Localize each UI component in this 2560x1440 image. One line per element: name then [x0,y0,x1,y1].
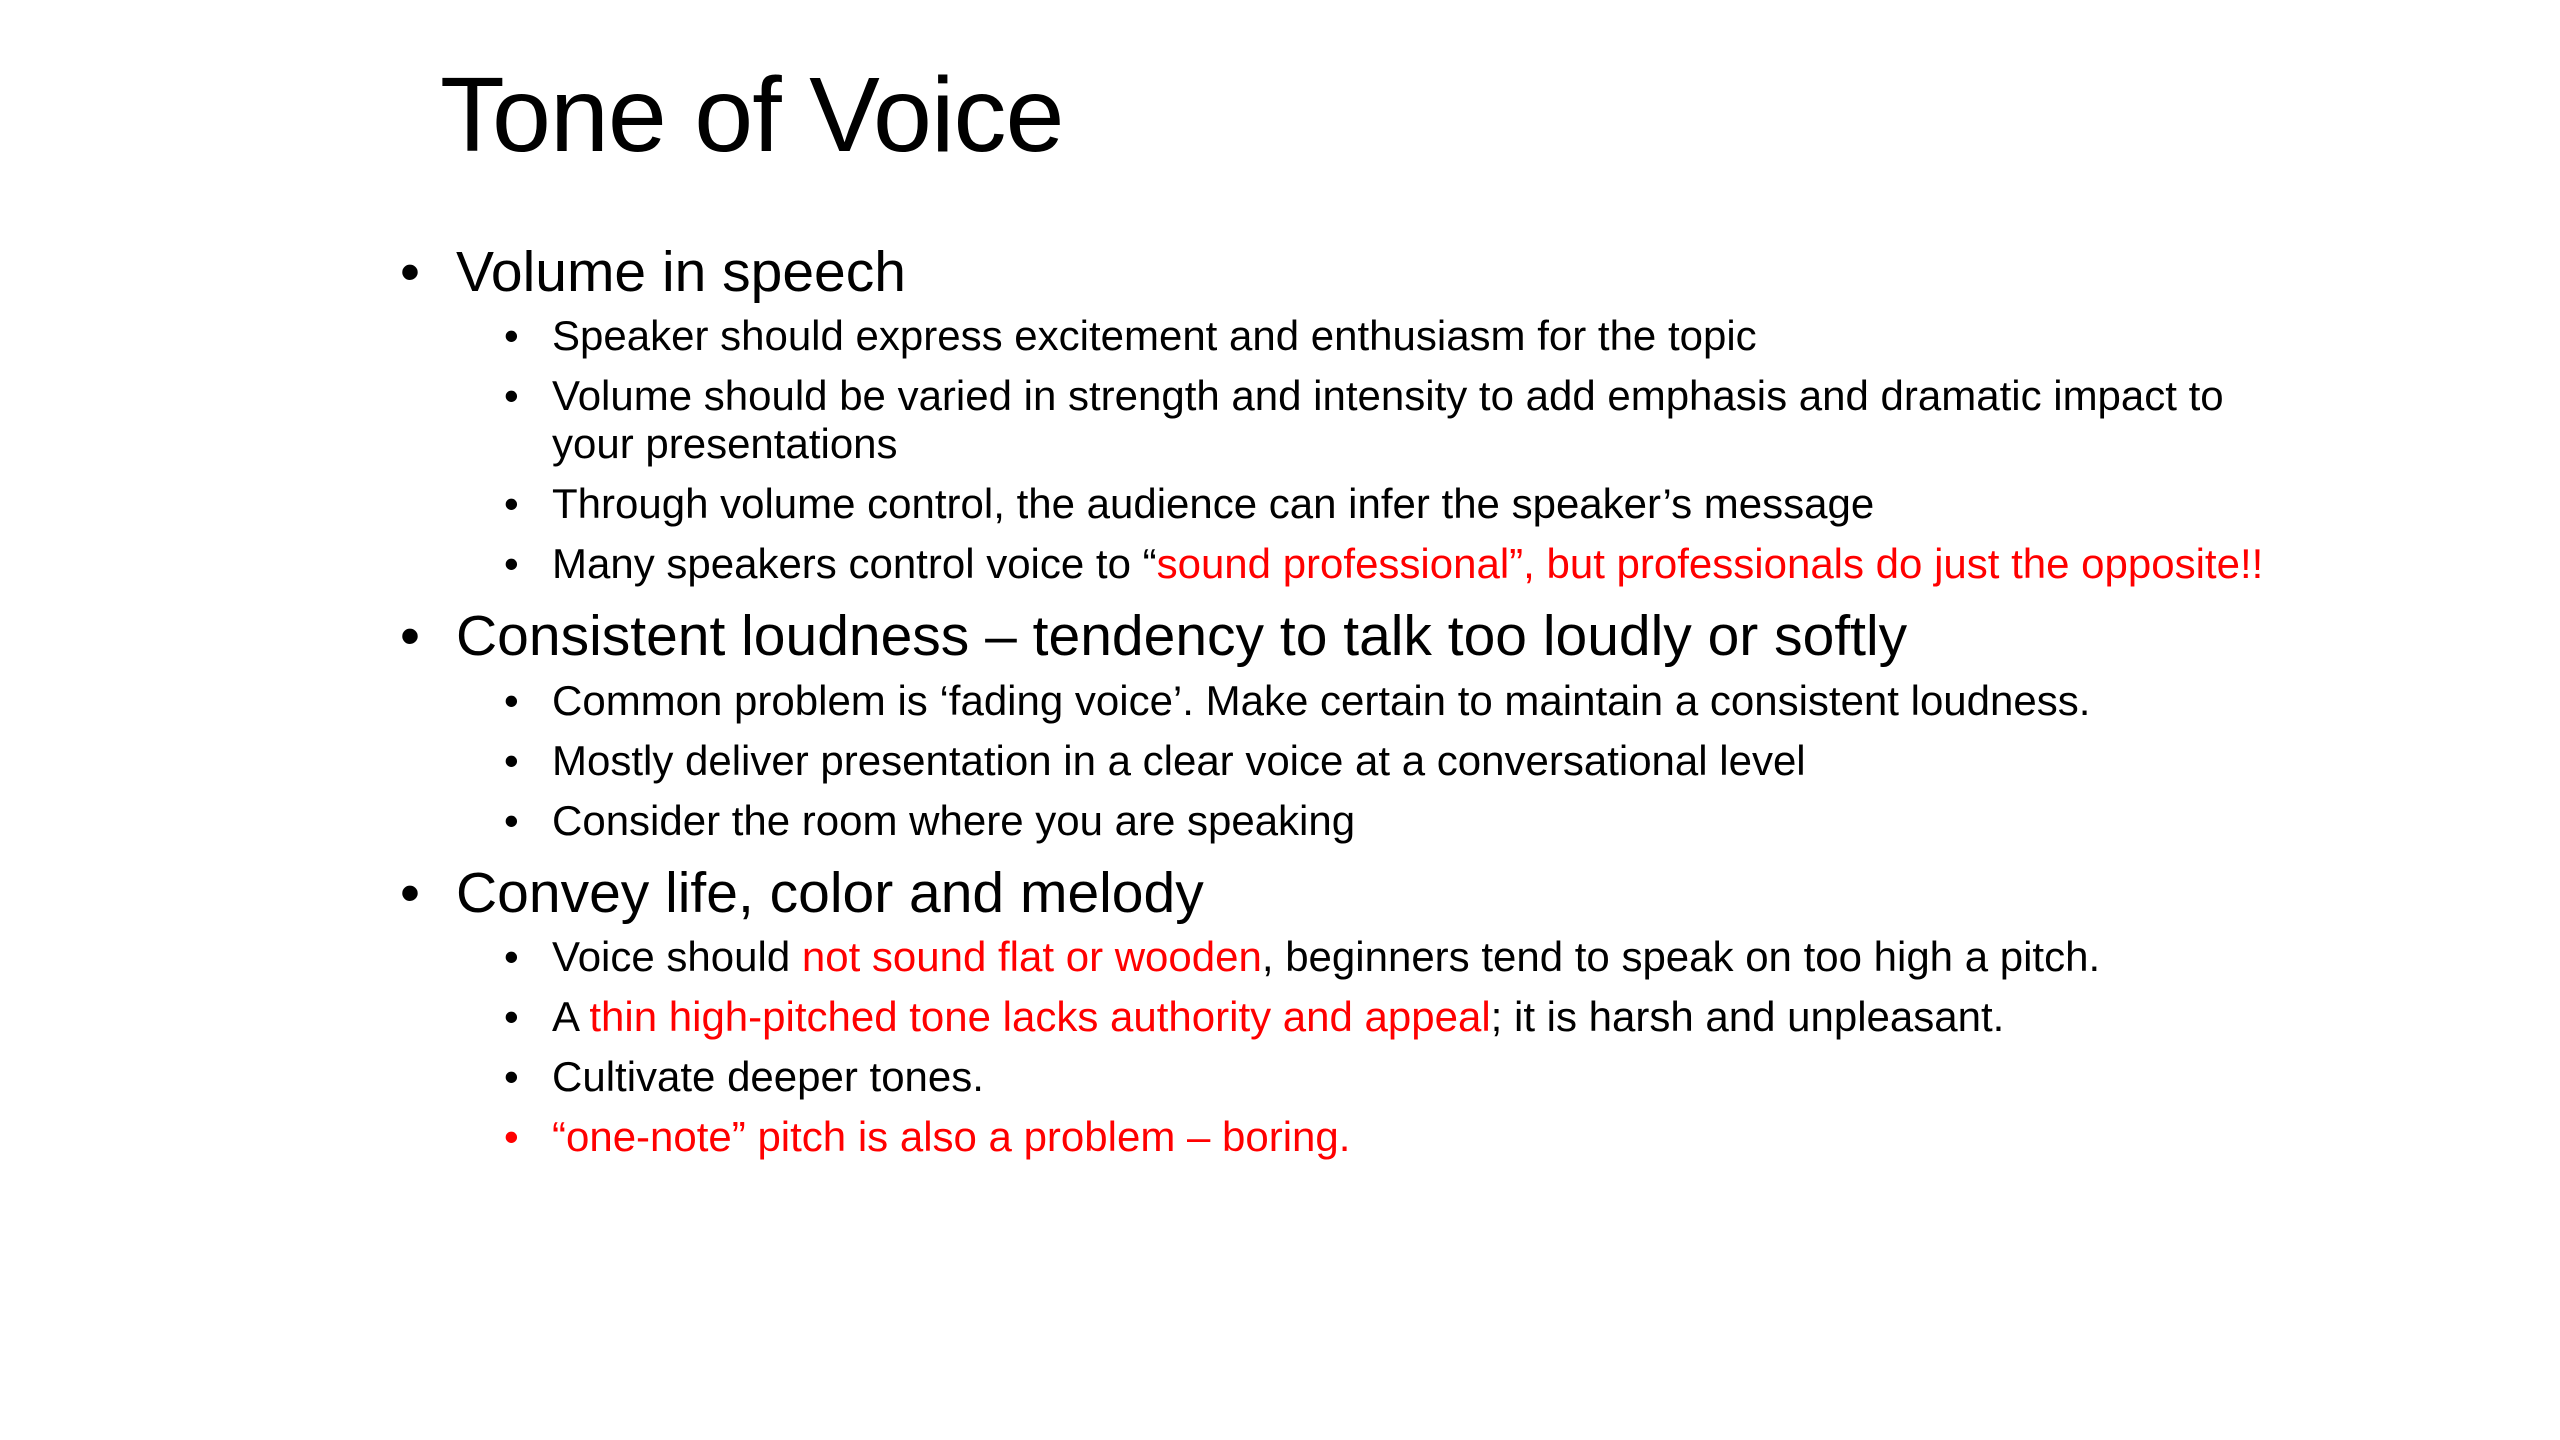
bullet-dot: • [400,240,420,304]
sub-bullet-highlight: not sound flat or wooden [801,933,1262,981]
slide-title: Tone of Voice [440,56,1064,174]
sub-bullet [400,933,2280,981]
sub-bullet [400,540,2280,588]
bullet-dot: • [504,796,519,844]
bullet-heading: Convey life, color and melody [456,860,1204,925]
sub-bullet-text: Mostly deliver presentation in a clear voice at a conversational level [552,736,1806,784]
bullet-dot: • [400,604,420,669]
sub-bullet-list [400,312,2280,588]
sub-bullet-text: Volume should be varied in strength and intensity to add emphasis and dramatic impact to your presentations [552,372,2224,468]
sub-bullet-text: Common problem is ‘fading voice’. Make certain to maintain a consistent loudness. [552,676,2091,724]
bullet-dot: • [504,736,519,784]
bullet-dot: • [504,312,519,360]
sub-bullet [400,1113,2280,1161]
sub-bullet [400,372,2280,468]
sub-bullet-highlight: thin high-pitched tone lacks authority and appeal [589,993,1491,1041]
bullet-dot: • [400,860,420,925]
sub-bullet-text: A [552,993,590,1041]
bullet-consistent-loudness [400,602,2280,670]
sub-bullet-text: Through volume control, the audience can infer the speaker’s message [552,480,1875,528]
sub-bullet [400,312,2280,360]
bullet-dot: • [504,480,519,528]
bullet-heading: Consistent loudness – tendency to talk too loudly or softly [456,604,1908,669]
sub-bullet [400,677,2280,725]
sub-bullet-text-after: ; it is harsh and unpleasant. [1490,993,2005,1041]
sub-bullet [400,737,2280,785]
sub-bullet-highlight: “one-note” pitch is also a problem – boring. [552,1113,1351,1161]
slide-body [400,238,2280,1175]
bullet-dot: • [504,372,519,420]
bullet-volume-in-speech [400,238,2280,306]
sub-bullet-text: Consider the room where you are speaking [552,796,1356,844]
sub-bullet-text: Speaker should express excitement and enthusiasm for the topic [552,312,1757,360]
sub-bullet-text: Cultivate deeper tones. [552,1053,984,1101]
sub-bullet [400,797,2280,845]
sub-bullet [400,993,2280,1041]
bullet-dot: • [504,676,519,724]
sub-bullet [400,480,2280,528]
sub-bullet-highlight: sound professional”, but professionals do just the opposite!! [1156,540,2264,588]
sub-bullet-list [400,933,2280,1161]
sub-bullet-text: Voice should [552,933,802,981]
bullet-dot: • [504,1113,519,1161]
sub-bullet-text: Many speakers control voice to “ [552,540,1157,588]
bullet-dot: • [504,540,519,588]
bullet-dot: • [504,933,519,981]
sub-bullet [400,1053,2280,1101]
bullet-convey-life [400,859,2280,927]
bullet-heading: Volume in speech [456,240,906,304]
sub-bullet-list [400,677,2280,845]
sub-bullet-text-after: , beginners tend to speak on too high a pitch. [1261,933,2101,981]
bullet-dot: • [504,1053,519,1101]
bullet-dot: • [504,993,519,1041]
